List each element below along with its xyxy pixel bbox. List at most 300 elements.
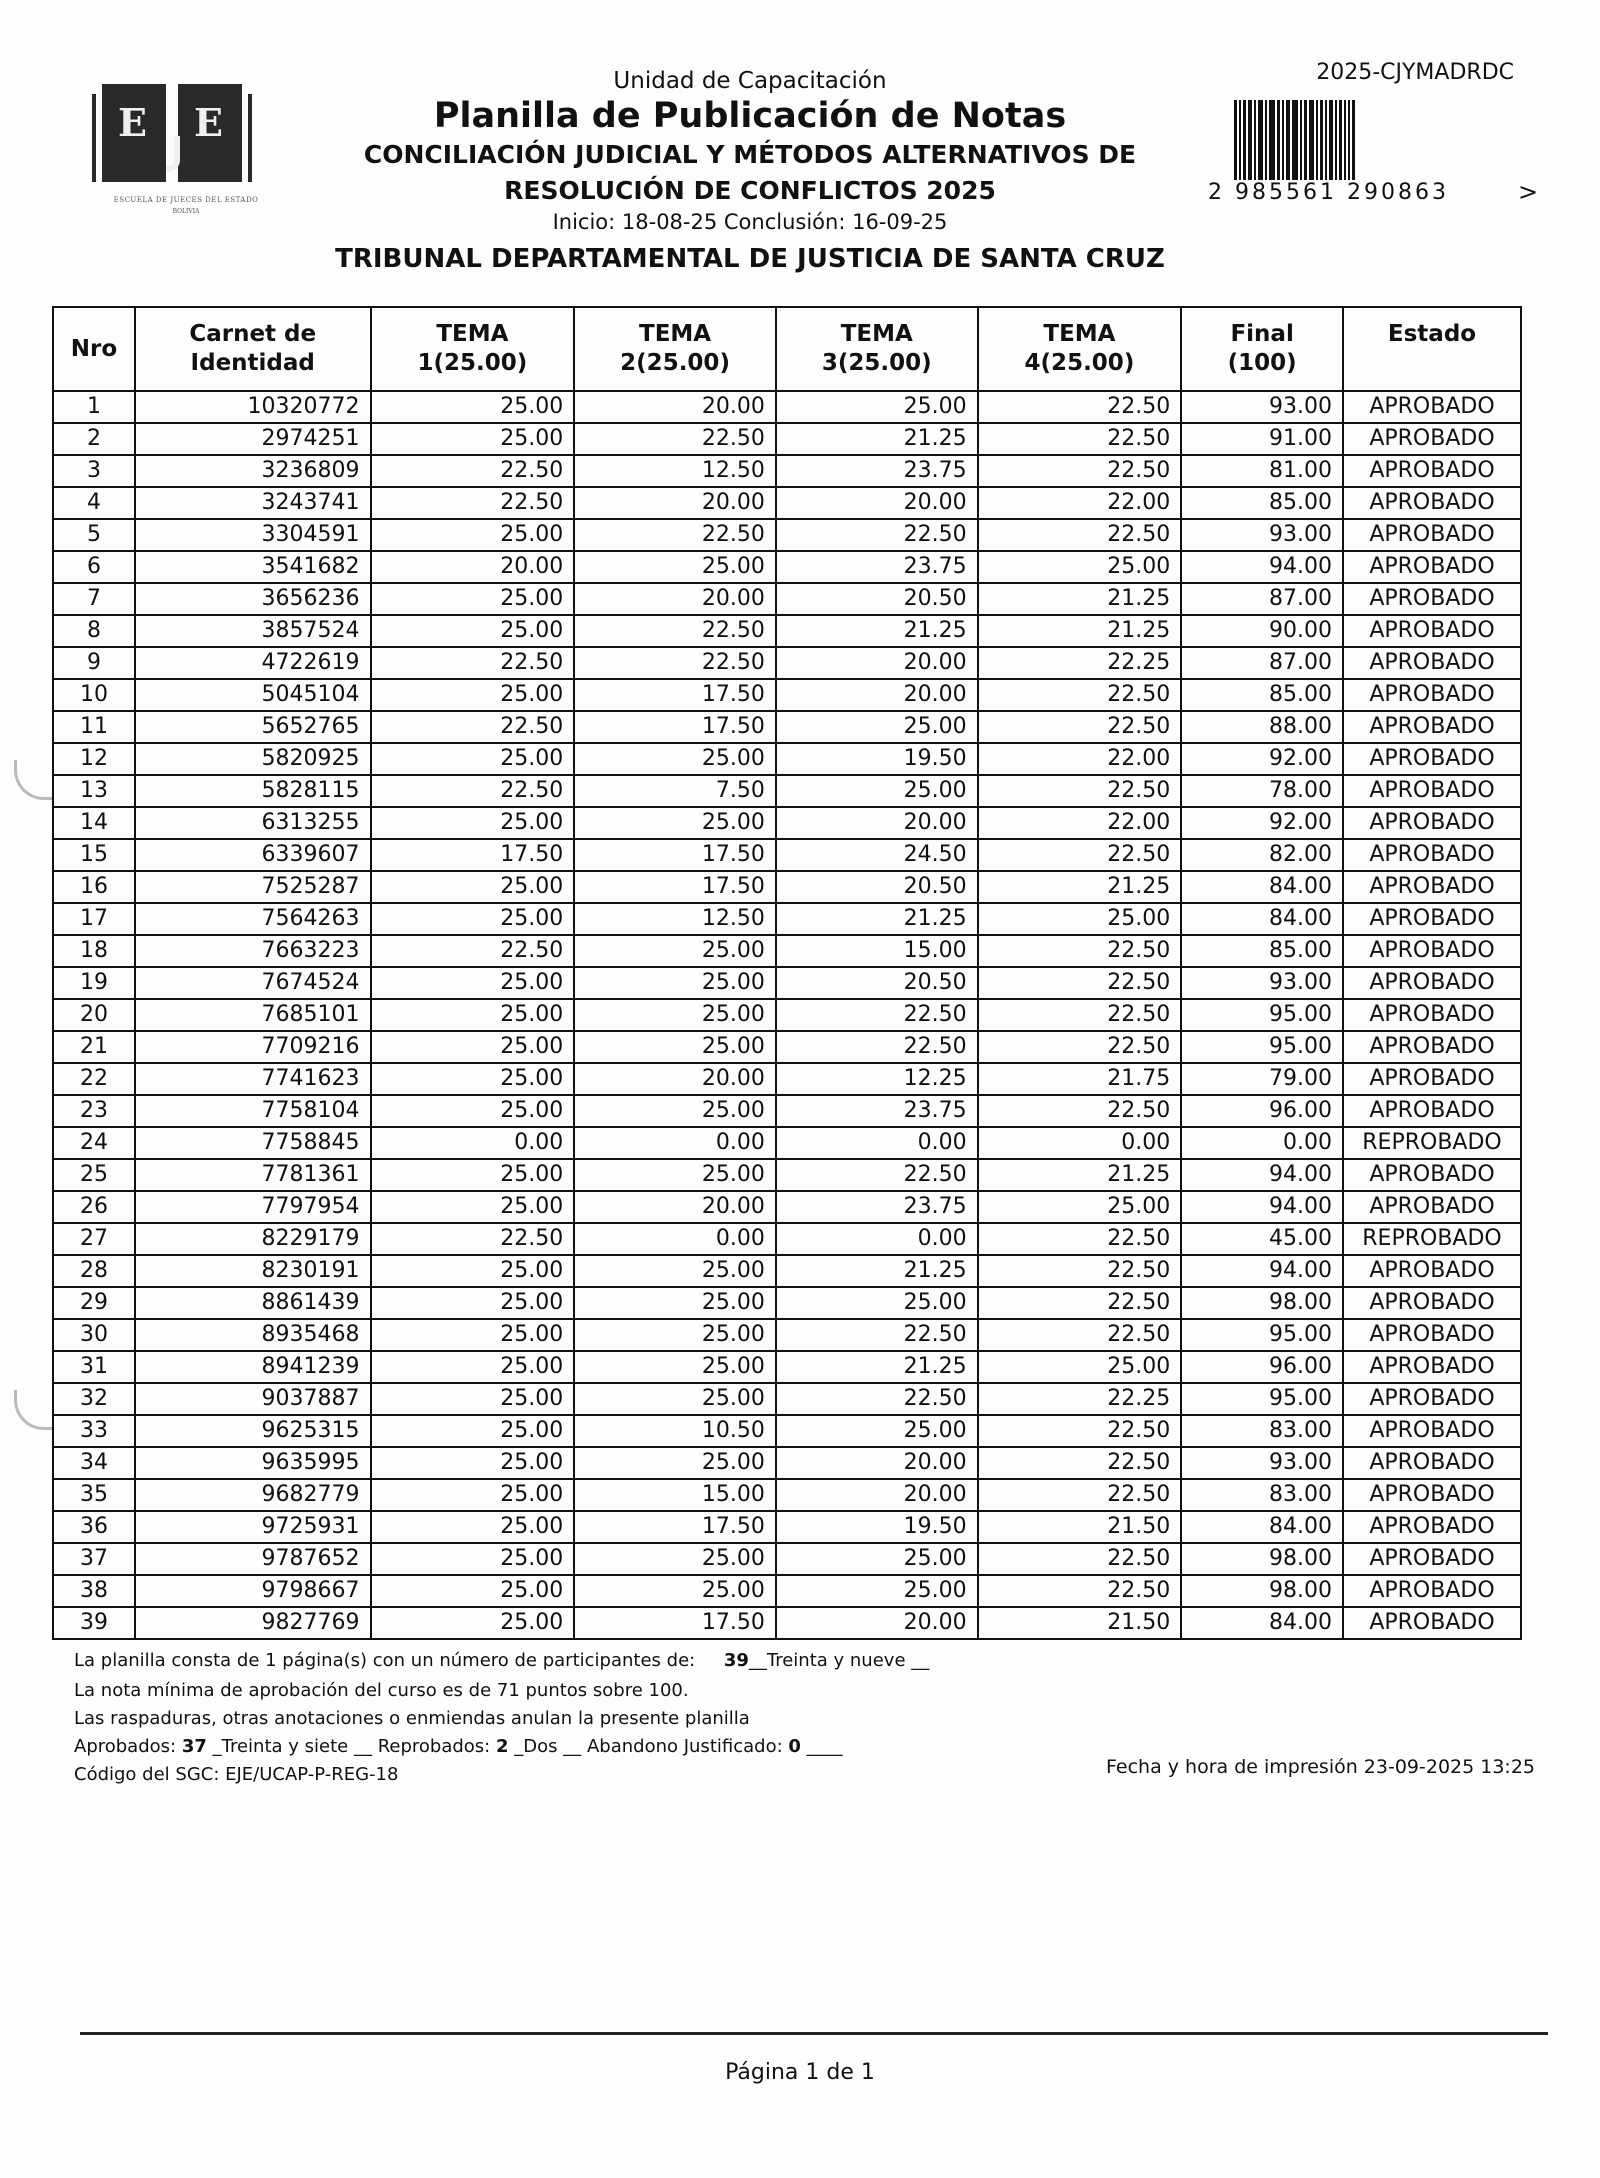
cell-t4: 22.50 <box>978 1319 1182 1351</box>
cell-t2: 0.00 <box>574 1127 776 1159</box>
cell-ci: 7663223 <box>135 935 371 967</box>
cell-nro: 29 <box>53 1287 135 1319</box>
cell-nro: 13 <box>53 775 135 807</box>
cell-t4: 22.50 <box>978 1543 1182 1575</box>
table-row <box>53 839 1521 871</box>
course-title-line2: RESOLUCIÓN DE CONFLICTOS 2025 <box>504 176 996 205</box>
cell-t4: 22.50 <box>978 775 1182 807</box>
page-title: Planilla de Publicación de Notas <box>433 96 1067 136</box>
min-grade-note: La nota mínima de aprobación del curso es de 71 puntos sobre 100. <box>74 1680 689 1701</box>
cell-estado: APROBADO <box>1343 679 1521 711</box>
cell-t2: 17.50 <box>574 711 776 743</box>
cell-t1: 25.00 <box>371 967 575 999</box>
cell-t3: 20.00 <box>776 487 978 519</box>
cell-t2: 20.00 <box>574 391 776 423</box>
cell-t3: 21.25 <box>776 1351 978 1383</box>
cell-t3: 25.00 <box>776 711 978 743</box>
cell-t2: 25.00 <box>574 1447 776 1479</box>
cell-t3: 22.50 <box>776 1159 978 1191</box>
table-row <box>53 423 1521 455</box>
cell-t1: 25.00 <box>371 423 575 455</box>
cell-ci: 9037887 <box>135 1383 371 1415</box>
cell-ci: 8935468 <box>135 1319 371 1351</box>
cell-ci: 10320772 <box>135 391 371 423</box>
cell-t3: 20.50 <box>776 583 978 615</box>
cell-t3: 19.50 <box>776 743 978 775</box>
cell-t2: 25.00 <box>574 1319 776 1351</box>
cell-t3: 20.00 <box>776 1607 978 1639</box>
cell-t3: 25.00 <box>776 1415 978 1447</box>
cell-nro: 28 <box>53 1255 135 1287</box>
cell-t1: 25.00 <box>371 391 575 423</box>
cell-t4: 21.25 <box>978 583 1182 615</box>
cell-ci: 5828115 <box>135 775 371 807</box>
table-row <box>53 679 1521 711</box>
cell-t1: 25.00 <box>371 1095 575 1127</box>
cell-nro: 35 <box>53 1479 135 1511</box>
cell-t4: 22.50 <box>978 711 1182 743</box>
cell-estado: APROBADO <box>1343 1031 1521 1063</box>
cell-nro: 21 <box>53 1031 135 1063</box>
cell-estado: APROBADO <box>1343 1383 1521 1415</box>
cell-estado: APROBADO <box>1343 615 1521 647</box>
page-number: Página 1 de 1 <box>725 2060 875 2085</box>
cell-ci: 9787652 <box>135 1543 371 1575</box>
cell-t1: 25.00 <box>371 1031 575 1063</box>
cell-t2: 17.50 <box>574 839 776 871</box>
cell-nro: 26 <box>53 1191 135 1223</box>
col-header-tema2: TEMA 2(25.00) <box>574 307 776 391</box>
cell-final: 93.00 <box>1181 1447 1343 1479</box>
cell-t1: 25.00 <box>371 1415 575 1447</box>
cell-nro: 5 <box>53 519 135 551</box>
cell-ci: 9827769 <box>135 1607 371 1639</box>
table-row <box>53 1255 1521 1287</box>
cell-nro: 16 <box>53 871 135 903</box>
table-header-row <box>53 307 1521 391</box>
cell-nro: 18 <box>53 935 135 967</box>
cell-estado: APROBADO <box>1343 839 1521 871</box>
cell-t3: 23.75 <box>776 551 978 583</box>
cell-t1: 25.00 <box>371 1607 575 1639</box>
cell-final: 81.00 <box>1181 455 1343 487</box>
table-row <box>53 1159 1521 1191</box>
approved-count: 37 <box>181 1736 207 1757</box>
cell-ci: 7525287 <box>135 871 371 903</box>
cell-nro: 37 <box>53 1543 135 1575</box>
cell-estado: REPROBADO <box>1343 1223 1521 1255</box>
cell-estado: APROBADO <box>1343 519 1521 551</box>
cell-nro: 6 <box>53 551 135 583</box>
cell-t1: 22.50 <box>371 487 575 519</box>
cell-t4: 21.25 <box>978 615 1182 647</box>
cell-estado: APROBADO <box>1343 1543 1521 1575</box>
cell-t1: 25.00 <box>371 999 575 1031</box>
cell-final: 78.00 <box>1181 775 1343 807</box>
cell-estado: APROBADO <box>1343 455 1521 487</box>
cell-t2: 17.50 <box>574 1511 776 1543</box>
cell-t4: 22.00 <box>978 743 1182 775</box>
cell-t4: 22.50 <box>978 999 1182 1031</box>
cell-estado: APROBADO <box>1343 775 1521 807</box>
cell-t4: 25.00 <box>978 551 1182 583</box>
cell-t1: 25.00 <box>371 1159 575 1191</box>
cell-estado: APROBADO <box>1343 967 1521 999</box>
cell-t2: 25.00 <box>574 1095 776 1127</box>
cell-t1: 25.00 <box>371 679 575 711</box>
cell-final: 87.00 <box>1181 583 1343 615</box>
cell-t4: 21.25 <box>978 871 1182 903</box>
cell-final: 92.00 <box>1181 743 1343 775</box>
course-title-line1: CONCILIACIÓN JUDICIAL Y MÉTODOS ALTERNATIVOS DE <box>363 140 1137 169</box>
cell-t4: 21.25 <box>978 1159 1182 1191</box>
cell-final: 93.00 <box>1181 967 1343 999</box>
cell-estado: APROBADO <box>1343 423 1521 455</box>
cell-estado: REPROBADO <box>1343 1127 1521 1159</box>
cell-final: 45.00 <box>1181 1223 1343 1255</box>
cell-final: 93.00 <box>1181 519 1343 551</box>
cell-ci: 9725931 <box>135 1511 371 1543</box>
cell-t2: 25.00 <box>574 1575 776 1607</box>
cell-final: 96.00 <box>1181 1095 1343 1127</box>
cell-nro: 27 <box>53 1223 135 1255</box>
table-row <box>53 455 1521 487</box>
table-row <box>53 1607 1521 1639</box>
cell-ci: 3304591 <box>135 519 371 551</box>
cell-t2: 25.00 <box>574 1383 776 1415</box>
col-header-tema3: TEMA 3(25.00) <box>776 307 978 391</box>
cell-nro: 14 <box>53 807 135 839</box>
cell-nro: 19 <box>53 967 135 999</box>
table-row <box>53 647 1521 679</box>
cell-ci: 8941239 <box>135 1351 371 1383</box>
cell-t4: 22.50 <box>978 1447 1182 1479</box>
sgc-code: Código del SGC: EJE/UCAP-P-REG-18 <box>74 1764 399 1785</box>
cell-t1: 25.00 <box>371 583 575 615</box>
cell-t4: 22.50 <box>978 1287 1182 1319</box>
barcode-number: 2 985561 290863 <box>1208 180 1449 205</box>
cell-t1: 22.50 <box>371 647 575 679</box>
cell-t1: 25.00 <box>371 1319 575 1351</box>
table-row <box>53 487 1521 519</box>
cell-estado: APROBADO <box>1343 1191 1521 1223</box>
cell-t2: 25.00 <box>574 1287 776 1319</box>
cell-t2: 25.00 <box>574 551 776 583</box>
cell-t2: 22.50 <box>574 519 776 551</box>
cell-nro: 8 <box>53 615 135 647</box>
col-header-tema4: TEMA 4(25.00) <box>978 307 1182 391</box>
cell-t2: 25.00 <box>574 1543 776 1575</box>
table-row <box>53 1095 1521 1127</box>
cell-t2: 17.50 <box>574 871 776 903</box>
cell-t2: 0.00 <box>574 1223 776 1255</box>
cell-ci: 5045104 <box>135 679 371 711</box>
cell-ci: 7709216 <box>135 1031 371 1063</box>
cell-t1: 25.00 <box>371 1575 575 1607</box>
cell-ci: 3857524 <box>135 615 371 647</box>
table-row <box>53 1415 1521 1447</box>
cell-t4: 25.00 <box>978 903 1182 935</box>
cell-t1: 0.00 <box>371 1127 575 1159</box>
cell-nro: 25 <box>53 1159 135 1191</box>
cell-t4: 22.50 <box>978 519 1182 551</box>
cell-t2: 25.00 <box>574 935 776 967</box>
cell-ci: 4722619 <box>135 647 371 679</box>
table-row <box>53 1383 1521 1415</box>
failed-count: 2 <box>495 1736 509 1757</box>
cell-t2: 25.00 <box>574 743 776 775</box>
cell-ci: 8229179 <box>135 1223 371 1255</box>
cell-t2: 25.00 <box>574 1031 776 1063</box>
punch-hole-mark <box>14 760 54 800</box>
cell-t4: 22.50 <box>978 1223 1182 1255</box>
chevron-right-icon: > <box>1518 178 1539 206</box>
cell-nro: 9 <box>53 647 135 679</box>
cell-estado: APROBADO <box>1343 807 1521 839</box>
cell-t3: 25.00 <box>776 775 978 807</box>
cell-estado: APROBADO <box>1343 871 1521 903</box>
cell-estado: APROBADO <box>1343 1511 1521 1543</box>
cell-t3: 21.25 <box>776 1255 978 1287</box>
cell-estado: APROBADO <box>1343 1255 1521 1287</box>
cell-t3: 20.00 <box>776 1479 978 1511</box>
cell-t1: 20.00 <box>371 551 575 583</box>
cell-nro: 4 <box>53 487 135 519</box>
cell-final: 83.00 <box>1181 1479 1343 1511</box>
cell-final: 82.00 <box>1181 839 1343 871</box>
cell-ci: 3656236 <box>135 583 371 615</box>
cell-t2: 25.00 <box>574 1159 776 1191</box>
cell-t2: 20.00 <box>574 1063 776 1095</box>
cell-ci: 7758104 <box>135 1095 371 1127</box>
cell-t4: 22.50 <box>978 1479 1182 1511</box>
cell-t3: 20.00 <box>776 1447 978 1479</box>
cell-t3: 22.50 <box>776 999 978 1031</box>
table-row <box>53 615 1521 647</box>
cell-estado: APROBADO <box>1343 935 1521 967</box>
table-row <box>53 1511 1521 1543</box>
cell-final: 90.00 <box>1181 615 1343 647</box>
cell-t4: 22.50 <box>978 455 1182 487</box>
cell-t4: 22.50 <box>978 935 1182 967</box>
cell-final: 84.00 <box>1181 903 1343 935</box>
cell-t4: 22.50 <box>978 1255 1182 1287</box>
cell-ci: 7797954 <box>135 1191 371 1223</box>
table-row <box>53 1351 1521 1383</box>
table-row <box>53 807 1521 839</box>
cell-t2: 25.00 <box>574 1351 776 1383</box>
cell-final: 95.00 <box>1181 1383 1343 1415</box>
cell-t1: 25.00 <box>371 1479 575 1511</box>
cell-t3: 21.25 <box>776 903 978 935</box>
cell-t2: 12.50 <box>574 455 776 487</box>
cell-final: 94.00 <box>1181 1255 1343 1287</box>
cell-t4: 22.50 <box>978 1031 1182 1063</box>
cell-final: 85.00 <box>1181 679 1343 711</box>
cell-t3: 22.50 <box>776 1383 978 1415</box>
cell-t2: 20.00 <box>574 1191 776 1223</box>
cell-nro: 2 <box>53 423 135 455</box>
cell-final: 95.00 <box>1181 1031 1343 1063</box>
cell-nro: 39 <box>53 1607 135 1639</box>
cell-nro: 15 <box>53 839 135 871</box>
cell-t1: 25.00 <box>371 871 575 903</box>
cell-final: 85.00 <box>1181 935 1343 967</box>
cell-t4: 22.50 <box>978 1575 1182 1607</box>
table-row <box>53 1575 1521 1607</box>
cell-t1: 22.50 <box>371 711 575 743</box>
cell-estado: APROBADO <box>1343 487 1521 519</box>
print-date: Fecha y hora de impresión 23-09-2025 13:25 <box>1106 1756 1536 1778</box>
cell-estado: APROBADO <box>1343 391 1521 423</box>
table-row <box>53 1223 1521 1255</box>
book-icon <box>98 76 248 186</box>
table-row <box>53 1319 1521 1351</box>
cell-ci: 7564263 <box>135 903 371 935</box>
warning-note: Las raspaduras, otras anotaciones o enmiendas anulan la presente planilla <box>74 1708 750 1729</box>
cell-t3: 20.00 <box>776 807 978 839</box>
cell-ci: 6313255 <box>135 807 371 839</box>
cell-ci: 7674524 <box>135 967 371 999</box>
cell-t1: 25.00 <box>371 615 575 647</box>
cell-nro: 30 <box>53 1319 135 1351</box>
cell-t4: 22.50 <box>978 679 1182 711</box>
cell-final: 0.00 <box>1181 1127 1343 1159</box>
cell-estado: APROBADO <box>1343 999 1521 1031</box>
table-row <box>53 967 1521 999</box>
cell-t4: 21.50 <box>978 1511 1182 1543</box>
summary-counts: Aprobados: 37 _Treinta y siete __ Reprobados: 2 _Dos __ Abandono Justificado: 0 ____ <box>74 1736 843 1757</box>
cell-nro: 12 <box>53 743 135 775</box>
cell-ci: 6339607 <box>135 839 371 871</box>
cell-t2: 22.50 <box>574 647 776 679</box>
cell-final: 79.00 <box>1181 1063 1343 1095</box>
cell-ci: 9682779 <box>135 1479 371 1511</box>
cell-t4: 25.00 <box>978 1351 1182 1383</box>
cell-t1: 25.00 <box>371 1351 575 1383</box>
table-row <box>53 711 1521 743</box>
cell-t3: 0.00 <box>776 1223 978 1255</box>
logo-letter-left: E <box>118 100 147 145</box>
cell-nro: 22 <box>53 1063 135 1095</box>
cell-t1: 25.00 <box>371 1191 575 1223</box>
cell-nro: 7 <box>53 583 135 615</box>
unit-name: Unidad de Capacitación <box>613 68 887 94</box>
cell-t3: 20.00 <box>776 679 978 711</box>
cell-t1: 22.50 <box>371 455 575 487</box>
cell-nro: 23 <box>53 1095 135 1127</box>
table-row <box>53 519 1521 551</box>
cell-nro: 20 <box>53 999 135 1031</box>
cell-t3: 22.50 <box>776 1319 978 1351</box>
cell-t4: 22.50 <box>978 391 1182 423</box>
cell-t3: 15.00 <box>776 935 978 967</box>
cell-estado: APROBADO <box>1343 903 1521 935</box>
cell-t1: 25.00 <box>371 1447 575 1479</box>
cell-ci: 9798667 <box>135 1575 371 1607</box>
cell-ci: 5820925 <box>135 743 371 775</box>
cell-t1: 22.50 <box>371 1223 575 1255</box>
cell-t1: 25.00 <box>371 519 575 551</box>
cell-t3: 21.25 <box>776 423 978 455</box>
abandon-count: 0 <box>788 1736 801 1757</box>
cell-t4: 22.50 <box>978 839 1182 871</box>
cell-t2: 12.50 <box>574 903 776 935</box>
cell-t1: 25.00 <box>371 903 575 935</box>
cell-ci: 5652765 <box>135 711 371 743</box>
cell-estado: APROBADO <box>1343 1287 1521 1319</box>
cell-t3: 23.75 <box>776 1095 978 1127</box>
cell-estado: APROBADO <box>1343 1063 1521 1095</box>
cell-t2: 22.50 <box>574 615 776 647</box>
cell-estado: APROBADO <box>1343 1159 1521 1191</box>
cell-t2: 25.00 <box>574 967 776 999</box>
cell-final: 98.00 <box>1181 1543 1343 1575</box>
table-row <box>53 1063 1521 1095</box>
cell-estado: APROBADO <box>1343 551 1521 583</box>
cell-t2: 25.00 <box>574 999 776 1031</box>
cell-final: 91.00 <box>1181 423 1343 455</box>
eje-logo <box>86 68 286 218</box>
cell-t2: 17.50 <box>574 1607 776 1639</box>
logo-caption: ESCUELA DE JUECES DEL ESTADO <box>113 196 259 204</box>
table-row <box>53 903 1521 935</box>
table-row <box>53 1287 1521 1319</box>
logo-letter-right: E <box>194 100 223 145</box>
cell-estado: APROBADO <box>1343 1447 1521 1479</box>
cell-t2: 20.00 <box>574 583 776 615</box>
cell-ci: 7758845 <box>135 1127 371 1159</box>
cell-final: 95.00 <box>1181 999 1343 1031</box>
cell-t4: 22.00 <box>978 807 1182 839</box>
col-header-nro: Nro <box>53 307 135 391</box>
cell-ci: 8230191 <box>135 1255 371 1287</box>
cell-t3: 12.25 <box>776 1063 978 1095</box>
cell-nro: 3 <box>53 455 135 487</box>
cell-ci: 9635995 <box>135 1447 371 1479</box>
cell-t4: 0.00 <box>978 1127 1182 1159</box>
cell-t4: 22.50 <box>978 967 1182 999</box>
grades-table <box>52 306 1522 1640</box>
cell-t3: 0.00 <box>776 1127 978 1159</box>
col-header-tema1: TEMA 1(25.00) <box>371 307 575 391</box>
col-header-final: Final (100) <box>1181 307 1343 391</box>
cell-t1: 25.00 <box>371 1543 575 1575</box>
footer-divider <box>80 2032 1548 2035</box>
table-row <box>53 1447 1521 1479</box>
cell-ci: 2974251 <box>135 423 371 455</box>
cell-t1: 22.50 <box>371 935 575 967</box>
table-row <box>53 871 1521 903</box>
cell-estado: APROBADO <box>1343 1319 1521 1351</box>
table-row <box>53 583 1521 615</box>
cell-nro: 31 <box>53 1351 135 1383</box>
cell-t3: 20.50 <box>776 871 978 903</box>
cell-final: 94.00 <box>1181 1191 1343 1223</box>
cell-estado: APROBADO <box>1343 1095 1521 1127</box>
cell-t2: 20.00 <box>574 487 776 519</box>
cell-nro: 36 <box>53 1511 135 1543</box>
cell-final: 93.00 <box>1181 391 1343 423</box>
table-row <box>53 1479 1521 1511</box>
cell-estado: APROBADO <box>1343 711 1521 743</box>
cell-t1: 25.00 <box>371 1511 575 1543</box>
cell-t1: 25.00 <box>371 1383 575 1415</box>
cell-nro: 11 <box>53 711 135 743</box>
table-row <box>53 551 1521 583</box>
cell-t2: 7.50 <box>574 775 776 807</box>
table-row <box>53 999 1521 1031</box>
